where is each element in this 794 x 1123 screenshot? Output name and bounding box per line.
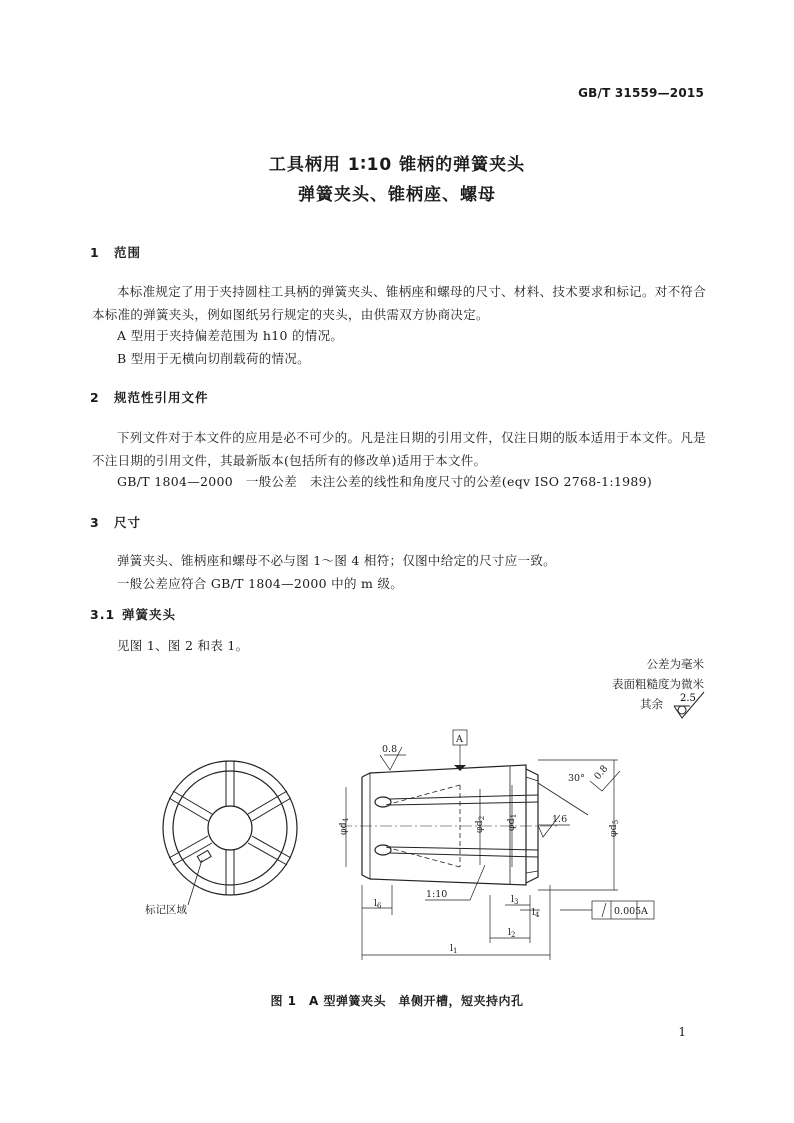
section-3-heading: [90, 513, 141, 531]
figure-1-drawing: [140, 725, 648, 965]
section-title: 范围: [114, 245, 142, 260]
taper-label: 1:10: [426, 889, 448, 900]
normative-reference: GB/T 1804—2000 一般公差 未注公差的线性和角度尺寸的公差(eqv ISO 2768-1:1989): [117, 474, 653, 489]
rest-roughness-symbol: [670, 690, 710, 724]
section-number: 1: [90, 245, 100, 260]
section-2-paragraph: 下列文件对于本文件的应用是必不可少的。凡是注日期的引用文件，仅注日期的版本适用于本文件。凡是不注日期的引用文件，其最新版本(包括所有的修改单)适用于本文件。: [92, 430, 706, 468]
dim-l1: $l_1$: [450, 943, 458, 955]
dim-d1: $\varphi d_1$: [506, 813, 518, 831]
datum-a-label: A: [456, 734, 463, 745]
dim-l3: $l_3$: [511, 894, 519, 906]
dim-l2: $l_2$: [508, 927, 516, 939]
page-number: 1: [678, 1025, 686, 1039]
section-3-1-heading: [90, 605, 176, 623]
document-subtitle: 弹簧夹头、锥柄座、螺母: [298, 185, 496, 205]
roughness-note: 表面粗糙度为微米: [612, 677, 704, 691]
section-1-type-a: A 型用于夹持偏差范围为 h10 的情况。: [117, 328, 344, 343]
collet-end-view: [163, 761, 297, 895]
section-title: 弹簧夹头: [122, 607, 177, 622]
dim-d4: $\varphi d_4$: [338, 817, 350, 835]
chamfer-roughness-label: 0.8: [592, 763, 611, 783]
rest-roughness-label: 其余: [640, 697, 663, 711]
figure-1-caption: 图 1 A 型弹簧夹头 单侧开槽，短夹持内孔: [270, 994, 524, 1008]
dim-l4: $l_4$: [532, 907, 540, 919]
dim-l6: $l_6$: [374, 898, 382, 910]
section-1-paragraph: 本标准规定了用于夹持圆柱工具柄的弹簧夹头、锥柄座和螺母的尺寸、材料、技术要求和标记。对不符合本标准的弹簧夹头，例如图纸另行规定的夹头，由供需双方协商决定。: [92, 284, 706, 322]
section-3-1-line-1: 见图 1、图 2 和表 1。: [117, 638, 249, 653]
bore-roughness-label: 1.6: [552, 814, 568, 825]
dim-d5: $\varphi d_5$: [608, 819, 620, 837]
section-1-heading: [90, 243, 141, 261]
roughness-top-label: 0.8: [382, 744, 398, 755]
section-1-type-b: B 型用于无横向切削载荷的情况。: [117, 351, 310, 366]
section-number: 3: [90, 515, 100, 530]
tolerance-note: 公差为毫米: [646, 657, 704, 671]
section-number: 2: [90, 390, 100, 405]
mark-area-label: 标记区域: [145, 904, 187, 916]
chamfer-angle-label: 30°: [568, 773, 585, 784]
section-title: 尺寸: [114, 515, 142, 530]
rest-roughness-value: 2.5: [680, 693, 696, 704]
tolerance-datum: A: [641, 906, 648, 917]
dim-d2: $\varphi d_2$: [474, 815, 486, 833]
section-3-line-1: 弹簧夹头、锥柄座和螺母不必与图 1～图 4 相符；仅图中给定的尺寸应一致。: [117, 553, 556, 568]
section-number: 3.1: [90, 607, 116, 622]
tolerance-value: 0.005: [614, 906, 642, 917]
section-2-heading: [90, 388, 209, 406]
standard-number: GB/T 31559—2015: [578, 86, 704, 100]
section-3-line-2: 一般公差应符合 GB/T 1804—2000 中的 m 级。: [117, 576, 404, 591]
document-title: 工具柄用 1∶10 锥柄的弹簧夹头: [268, 155, 526, 175]
section-title: 规范性引用文件: [114, 390, 209, 405]
